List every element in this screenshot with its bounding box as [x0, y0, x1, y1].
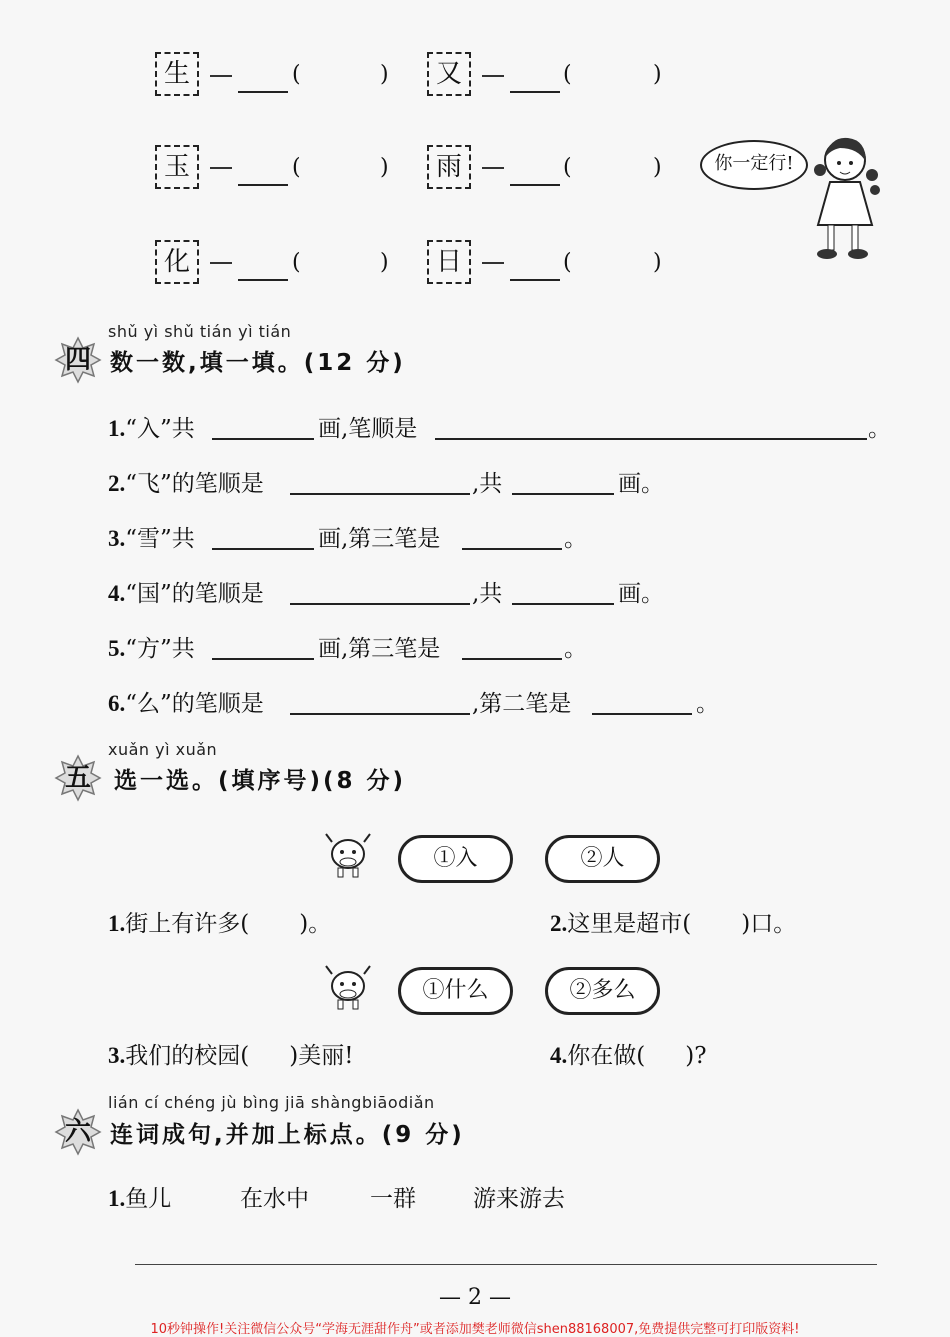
question-number: 4. [108, 581, 126, 606]
char-box: 生 [155, 52, 199, 96]
page-number: — 2 — [439, 1285, 511, 1310]
paren-close: ) [653, 250, 662, 275]
paren-open: ( [292, 155, 301, 180]
paren-open: ( [292, 62, 301, 87]
dash [210, 167, 232, 169]
answer-blank[interactable] [238, 184, 288, 186]
question-4-1 [108, 410, 195, 443]
paren-close: ) [653, 155, 662, 180]
answer-blank[interactable] [510, 184, 560, 186]
option-scroll: ①入 [398, 835, 513, 883]
section4-title: 数一数,填一填。(12 分) [110, 350, 406, 376]
footer-notice: 10秒钟操作!关注微信公众号“学海无涯甜作舟”或者添加樊老师微信shen88168007,免费提供完整可打印版资料! [150, 1322, 800, 1337]
question-4-4 [108, 575, 264, 608]
section-number: 六 [64, 1117, 91, 1147]
question-text: “么”的笔顺是 [125, 691, 264, 717]
answer-blank[interactable] [290, 713, 470, 715]
question-text: 我们的校园( [125, 1043, 250, 1069]
question-text: ,第二笔是 [472, 691, 572, 717]
answer-blank[interactable] [290, 493, 470, 495]
answer-blank[interactable] [510, 279, 560, 281]
paren-close: ) [380, 62, 389, 87]
answer-blank[interactable] [238, 91, 288, 93]
section6-title: 连词成句,并加上标点。(9 分) [110, 1122, 465, 1148]
answer-blank[interactable] [592, 713, 692, 715]
girl-illustration-icon [800, 130, 885, 270]
section5-title: 选一选。(填序号)(8 分) [114, 768, 407, 794]
dash [210, 262, 232, 264]
question-text: 画。 [618, 581, 664, 607]
question-text: 。 [868, 416, 891, 442]
question-number: 3. [108, 526, 126, 551]
answer-blank[interactable] [512, 493, 614, 495]
word: 鱼儿 [125, 1186, 172, 1212]
question-number: 2. [550, 911, 568, 936]
section4-pinyin: shǔ yì shǔ tián yì tián [108, 322, 292, 341]
cow-mascot-icon [322, 960, 374, 1012]
question-4-6 [108, 685, 264, 718]
question-text: “雪”共 [125, 526, 195, 552]
question-number: 6. [108, 691, 126, 716]
word: 一群 [370, 1186, 416, 1212]
section-number: 五 [64, 763, 91, 793]
question-text: ,共 [472, 581, 503, 607]
question-text: )美丽! [289, 1043, 354, 1069]
question-text: “飞”的笔顺是 [125, 471, 264, 497]
word: 游来游去 [473, 1186, 565, 1212]
question-6-1 [108, 1180, 171, 1213]
word: 在水中 [240, 1186, 309, 1212]
speech-bubble: 你一定行! [700, 140, 808, 190]
dash [482, 75, 504, 77]
paren-open: ( [563, 250, 572, 275]
char-box: 日 [427, 240, 471, 284]
question-text: )? [685, 1043, 707, 1069]
paren-open: ( [292, 250, 301, 275]
answer-blank[interactable] [512, 603, 614, 605]
section-number: 四 [64, 345, 91, 375]
question-4-2 [108, 465, 264, 498]
option-scroll: ②人 [545, 835, 660, 883]
question-number: 1. [108, 416, 126, 441]
question-number: 5. [108, 636, 126, 661]
section6-pinyin: lián cí chéng jù bìng jiā shàngbiāodiǎn [108, 1093, 435, 1112]
question-text: ,共 [472, 471, 503, 497]
question-text: )。 [299, 911, 332, 937]
cow-mascot-icon [322, 828, 374, 880]
question-number: 1. [108, 1186, 126, 1211]
option-scroll: ②多么 [545, 967, 660, 1015]
paren-open: ( [563, 62, 572, 87]
question-4-3 [108, 520, 195, 553]
question-text: “入”共 [125, 416, 195, 442]
question-5-4 [550, 1037, 707, 1070]
question-5-1 [108, 905, 331, 938]
question-text: 街上有许多( [125, 911, 250, 937]
answer-blank[interactable] [462, 658, 562, 660]
section5-pinyin: xuǎn yì xuǎn [108, 740, 218, 759]
question-text: )口。 [741, 911, 797, 937]
question-number: 1. [108, 911, 126, 936]
question-text: 这里是超市( [567, 911, 692, 937]
question-text: 你在做( [567, 1043, 646, 1069]
question-text: 画。 [618, 471, 664, 497]
footer-rule [135, 1264, 877, 1265]
answer-blank[interactable] [290, 603, 470, 605]
char-box: 化 [155, 240, 199, 284]
question-5-3 [108, 1037, 353, 1070]
question-text: “国”的笔顺是 [125, 581, 264, 607]
question-4-5 [108, 630, 195, 663]
dash [482, 167, 504, 169]
question-number: 2. [108, 471, 126, 496]
answer-blank[interactable] [462, 548, 562, 550]
question-text: 。 [564, 636, 587, 662]
char-box: 又 [427, 52, 471, 96]
paren-close: ) [380, 250, 389, 275]
answer-blank[interactable] [212, 658, 314, 660]
paren-open: ( [563, 155, 572, 180]
answer-blank[interactable] [212, 548, 314, 550]
question-text: “方”共 [125, 636, 195, 662]
answer-blank[interactable] [510, 91, 560, 93]
question-5-2 [550, 905, 796, 938]
char-box: 玉 [155, 145, 199, 189]
question-number: 4. [550, 1043, 568, 1068]
paren-close: ) [653, 62, 662, 87]
question-text: 画,第三笔是 [318, 636, 441, 662]
answer-blank[interactable] [435, 438, 867, 440]
option-scroll: ①什么 [398, 967, 513, 1015]
question-number: 3. [108, 1043, 126, 1068]
answer-blank[interactable] [238, 279, 288, 281]
dash [482, 262, 504, 264]
dash [210, 75, 232, 77]
question-text: 画,笔顺是 [318, 416, 418, 442]
question-text: 。 [564, 526, 587, 552]
question-text: 。 [696, 691, 719, 717]
answer-blank[interactable] [212, 438, 314, 440]
question-text: 画,第三笔是 [318, 526, 441, 552]
char-box: 雨 [427, 145, 471, 189]
paren-close: ) [380, 155, 389, 180]
